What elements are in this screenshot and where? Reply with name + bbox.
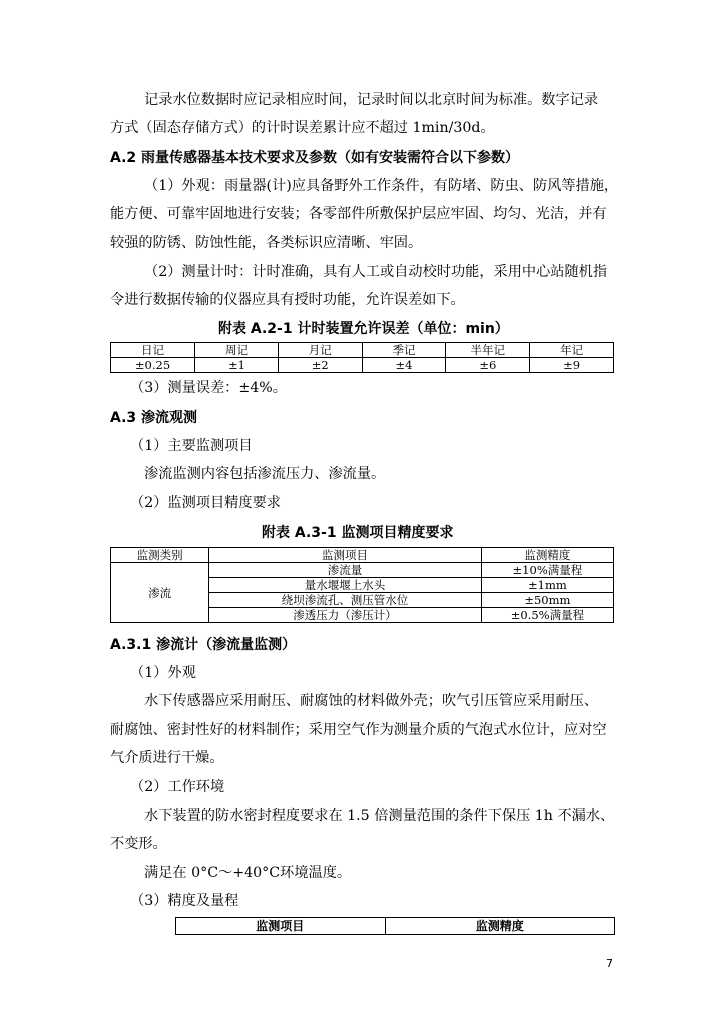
- table-header-cell: 季记: [362, 343, 446, 358]
- paragraph-line: 记录水位数据时应记录相应时间，记录时间以北京时间为标准。数字记录: [144, 92, 599, 108]
- table-cell: 渗透压力（渗压计）: [209, 608, 482, 623]
- table-cell: 渗流量: [209, 563, 482, 578]
- table-a3-1: [110, 547, 614, 623]
- paragraph-line: （3）精度及量程: [130, 893, 239, 909]
- table-cell: ±1mm: [481, 578, 613, 593]
- table-precision-range: [175, 917, 615, 935]
- paragraph-line: 耐腐蚀、密封性好的材料制作；采用空气作为测量介质的气泡式水位计，应对空: [110, 722, 607, 738]
- paragraph-line: 较强的防锈、防蚀性能，各类标识应清晰、牢固。: [110, 235, 423, 251]
- table-header-row: [111, 548, 614, 563]
- table-cell: ±4: [362, 358, 446, 373]
- paragraph-line: （1）主要监测项目: [130, 438, 253, 454]
- table-header-cell: 年记: [530, 343, 614, 358]
- paragraph-line: 满足在 0°C～+40°C环境温度。: [144, 865, 352, 881]
- paragraph-line: 能方便、可靠牢固地进行安装；各零部件所敷保护层应牢固、均匀、光洁，并有: [110, 206, 607, 222]
- paragraph-line: （2）工作环境: [130, 779, 225, 795]
- page-number: 7: [606, 957, 613, 970]
- paragraph-line: 水下传感器应采用耐压、耐腐蚀的材料做外壳；吹气引压管应采用耐压、: [144, 693, 599, 709]
- table-header-cell: 监测精度: [481, 548, 613, 563]
- table-caption-a3-1: 附表 A.3-1 监测项目精度要求: [262, 525, 454, 541]
- paragraph-line: （2）监测项目精度要求: [130, 495, 281, 511]
- paragraph-line: 水下装置的防水密封程度要求在 1.5 倍测量范围的条件下保压 1h 不漏水、: [144, 808, 615, 824]
- paragraph-line: 方式（固态存储方式）的计时误差累计应不超过 1min/30d。: [110, 120, 495, 136]
- table-header-cell: 监测项目: [176, 918, 386, 935]
- table-cell: 绕坝渗流孔、测压管水位: [209, 593, 482, 608]
- paragraph-line: （3）测量误差：±4%。: [130, 380, 287, 396]
- table-header-cell: 监测类别: [111, 548, 209, 563]
- table-header-cell: 日记: [111, 343, 195, 358]
- table-header-cell: 监测精度: [385, 918, 614, 935]
- paragraph-line: （1）外观: [130, 665, 196, 681]
- table-cell: ±2: [278, 358, 362, 373]
- table-a2-1: [110, 342, 614, 373]
- section-heading-a3-1: A.3.1 渗流计（渗流量监测）: [110, 637, 297, 653]
- table-cell: ±0.5%满量程: [481, 608, 613, 623]
- table-cell: ±1: [195, 358, 279, 373]
- paragraph-line: （1）外观：雨量器(计)应具备野外工作条件，有防堵、防虫、防风等措施，: [144, 178, 619, 194]
- paragraph-line: 令进行数据传输的仪器应具有授时功能，允许误差如下。: [110, 292, 465, 308]
- table-header-row: [176, 918, 615, 935]
- table-cell: 量水堰堰上水头: [209, 578, 482, 593]
- table-row: [111, 358, 614, 373]
- paragraph-line: 渗流监测内容包括渗流压力、渗流量。: [144, 466, 386, 482]
- table-row: [111, 563, 614, 578]
- table-cell: ±0.25: [111, 358, 195, 373]
- table-caption-a2-1: 附表 A.2-1 计时装置允许误差（单位：min）: [218, 321, 509, 337]
- table-cell: ±10%满量程: [481, 563, 613, 578]
- table-cell: ±6: [446, 358, 530, 373]
- table-header-cell: 月记: [278, 343, 362, 358]
- section-heading-a3: A.3 渗流观测: [110, 410, 198, 426]
- table-header-cell: 周记: [195, 343, 279, 358]
- table-cell: ±50mm: [481, 593, 613, 608]
- table-header-cell: 半年记: [446, 343, 530, 358]
- table-header-cell: 监测项目: [209, 548, 482, 563]
- paragraph-line: （2）测量计时：计时准确，具有人工或自动校时功能，采用中心站随机指: [144, 264, 608, 280]
- paragraph-line: 气介质进行干燥。: [110, 750, 224, 766]
- paragraph-line: 不变形。: [110, 836, 167, 852]
- table-category-cell: 渗流: [111, 563, 209, 623]
- table-cell: ±9: [530, 358, 614, 373]
- table-header-row: [111, 343, 614, 358]
- section-heading-a2: A.2 雨量传感器基本技术要求及参数（如有安装需符合以下参数）: [110, 150, 520, 166]
